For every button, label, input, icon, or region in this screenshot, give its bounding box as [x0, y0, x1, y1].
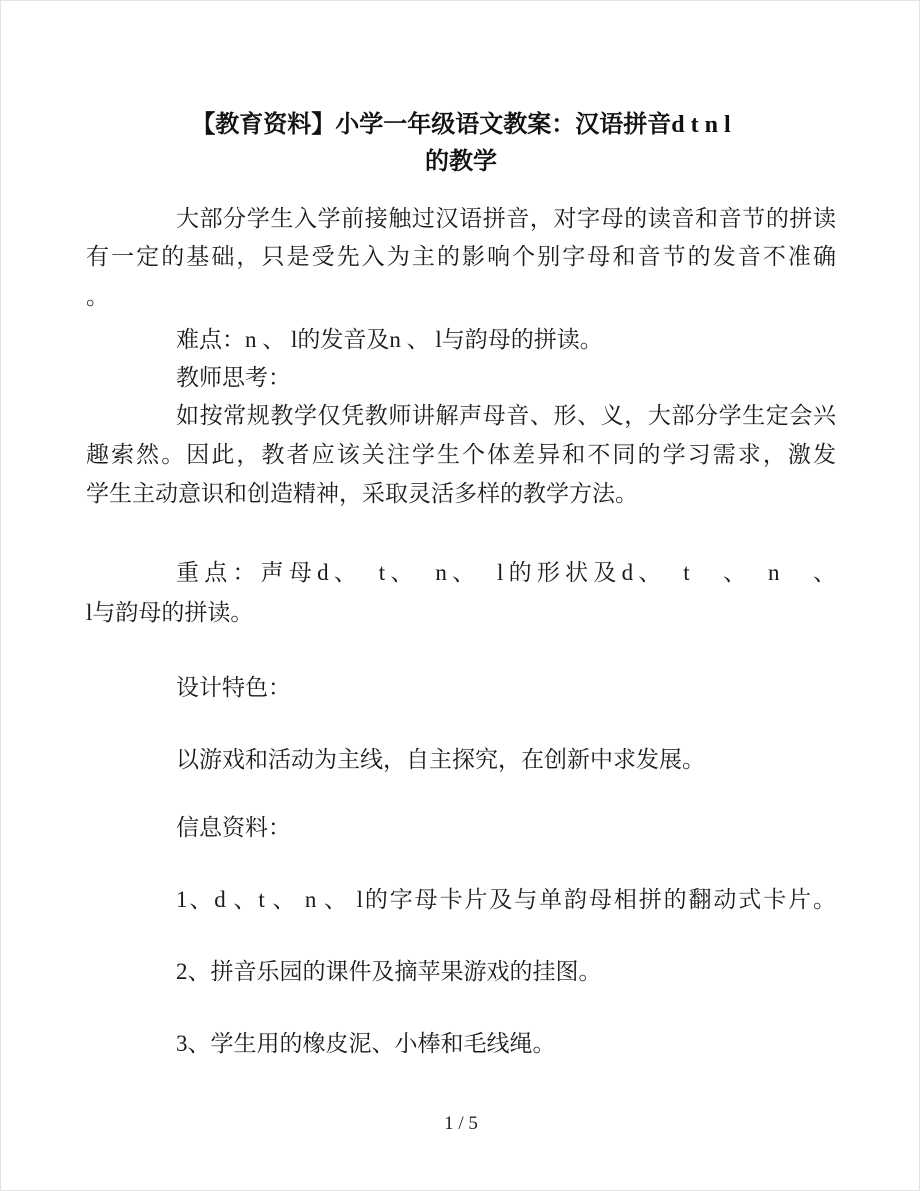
- key-points-line-2: l与韵母的拼读。: [86, 600, 254, 625]
- thinking-paragraph-line-3: 学生主动意识和创造精神，采取灵活多样的教学方法。: [86, 481, 638, 506]
- materials-item-2: 2、拼音乐园的课件及摘苹果游戏的挂图。: [176, 959, 602, 984]
- intro-paragraph-line-3: 。: [86, 284, 109, 309]
- design-features-line: 以游戏和活动为主线，自主探究，在创新中求发展。: [176, 747, 705, 772]
- materials-item-1: 1、d 、t 、 n 、 l的字母卡片及与单韵母相拼的翻动式卡片。: [176, 887, 836, 912]
- document-title-line-2: 的教学: [425, 149, 497, 175]
- document-title-line-1: 【教育资料】小学一年级语文教案：汉语拼音d t n l: [191, 112, 731, 138]
- intro-paragraph-line-2: 有一定的基础，只是受先入为主的影响个别字母和音节的发音不准确: [86, 244, 836, 269]
- thinking-paragraph-line-2: 趣索然。因此，教者应该关注学生个体差异和不同的学习需求，激发: [86, 442, 836, 467]
- difficulty-line: 难点：n 、 l的发音及n 、 l与韵母的拼读。: [176, 327, 603, 352]
- info-materials-heading: 信息资料：: [176, 815, 291, 840]
- teacher-thinking-heading: 教师思考：: [176, 365, 291, 390]
- design-features-heading: 设计特色：: [176, 675, 291, 700]
- intro-paragraph-line-1: 大部分学生入学前接触过汉语拼音，对字母的读音和音节的拼读: [176, 206, 836, 231]
- thinking-paragraph-line-1: 如按常规教学仅凭教师讲解声母音、形、义，大部分学生定会兴: [176, 403, 836, 428]
- materials-item-3: 3、学生用的橡皮泥、小棒和毛线绳。: [176, 1031, 556, 1056]
- page-number-indicator: 1 / 5: [444, 1113, 478, 1134]
- key-points-line-1: 重点：声母d、 t、 n、 l的形状及d、 t 、 n 、: [176, 560, 836, 585]
